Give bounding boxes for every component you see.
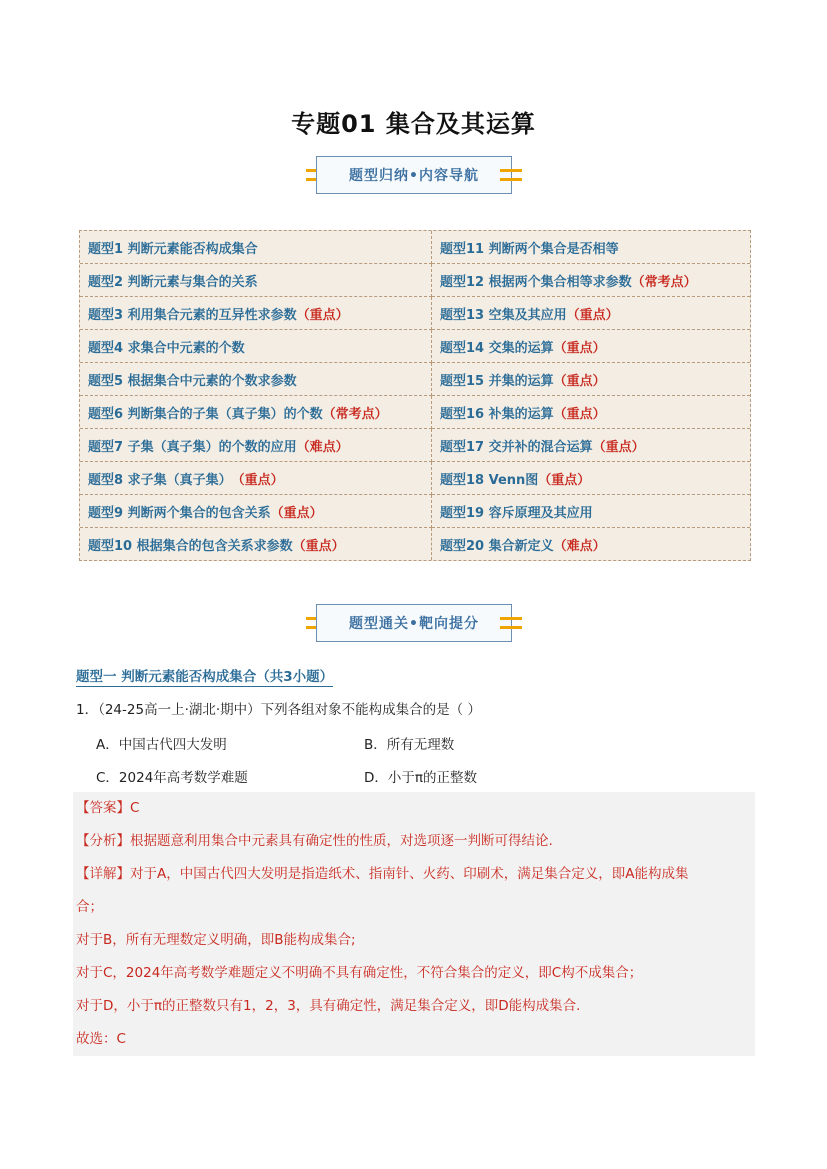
detail-d-line: 对于D，小于π的正整数只有1，2，3，具有确定性，满足集合定义，即D能构成集合.	[76, 998, 581, 1014]
toc-item-label: 题型1 判断元素能否构成集合	[88, 241, 258, 257]
toc-item-tag: （重点）	[553, 340, 606, 356]
toc-item-label: 题型2 判断元素与集合的关系	[88, 274, 258, 290]
banner-label: 题型通关•靶向提分	[316, 604, 512, 642]
page-title: 专题01 集合及其运算	[291, 110, 536, 138]
toc-item-right-6[interactable]	[432, 396, 750, 429]
toc-item-left-7[interactable]	[80, 429, 432, 462]
toc-item-right-3[interactable]	[432, 297, 750, 330]
toc-item-tag: （重点）	[538, 472, 591, 488]
option-d: D．小于π的正整数	[364, 770, 478, 786]
toc-item-label: 题型14 交集的运算	[440, 340, 554, 356]
option-b: B．所有无理数	[364, 737, 455, 753]
toc-item-label: 题型11 判断两个集合是否相等	[440, 241, 619, 257]
toc-item-label: 题型13 空集及其应用	[440, 307, 567, 323]
toc-item-left-3[interactable]	[80, 297, 432, 330]
toc-item-tag: （重点）	[296, 307, 349, 323]
topic-navigation-table	[79, 230, 751, 561]
detail-b-line: 对于B，所有无理数定义明确，即B能构成集合;	[76, 932, 356, 948]
section-banner-practice	[302, 604, 526, 642]
analysis-line: 【分析】根据题意利用集合中元素具有确定性的性质，对选项逐一判断可得结论.	[76, 833, 553, 849]
choice-line: 故选：C	[76, 1031, 126, 1047]
toc-item-label: 题型16 补集的运算	[440, 406, 554, 422]
detail-line-cont: 合；	[76, 899, 103, 915]
toc-item-left-1[interactable]	[80, 231, 432, 264]
option-a: A．中国古代四大发明	[96, 737, 227, 753]
toc-item-right-8[interactable]	[432, 462, 750, 495]
toc-item-label: 题型20 集合新定义	[440, 538, 554, 554]
toc-item-label: 题型5 根据集合中元素的个数求参数	[88, 373, 297, 389]
option-c: C．2024年高考数学难题	[96, 770, 248, 786]
section-banner-navigation	[302, 156, 526, 194]
toc-item-label: 题型8 求子集（真子集）	[88, 472, 232, 488]
toc-item-tag: （常考点）	[322, 406, 388, 422]
toc-item-label: 题型7 子集（真子集）的个数的应用	[88, 439, 297, 455]
toc-item-tag: （难点）	[553, 538, 606, 554]
toc-item-label: 题型10 根据集合的包含关系求参数	[88, 538, 293, 554]
toc-item-left-2[interactable]	[80, 264, 432, 297]
toc-item-right-2[interactable]	[432, 264, 750, 297]
toc-item-tag: （重点）	[292, 538, 345, 554]
toc-item-tag: （重点）	[553, 373, 606, 389]
toc-item-label: 题型6 判断集合的子集（真子集）的个数	[88, 406, 323, 422]
toc-item-right-10[interactable]	[432, 528, 750, 560]
banner-decoration-right	[500, 614, 522, 632]
toc-item-tag: （常考点）	[631, 274, 697, 290]
toc-item-left-9[interactable]	[80, 495, 432, 528]
toc-item-right-7[interactable]	[432, 429, 750, 462]
detail-c-line: 对于C，2024年高考数学难题定义不明确不具有确定性，不符合集合的定义，即C构不成集合；	[76, 965, 643, 981]
toc-item-label: 题型12 根据两个集合相等求参数	[440, 274, 632, 290]
toc-item-right-4[interactable]	[432, 330, 750, 363]
toc-item-label: 题型17 交并补的混合运算	[440, 439, 593, 455]
toc-item-label: 题型18 Venn图	[440, 472, 539, 488]
banner-decoration-right	[500, 166, 522, 184]
toc-item-label: 题型3 利用集合元素的互异性求参数	[88, 307, 297, 323]
toc-item-label: 题型9 判断两个集合的包含关系	[88, 505, 271, 521]
toc-item-left-8[interactable]	[80, 462, 432, 495]
toc-item-tag: （难点）	[296, 439, 349, 455]
detail-line: 【详解】对于A，中国古代四大发明是指造纸术、指南针、火药、印刷术，满足集合定义，即A能构成集	[76, 866, 689, 882]
toc-item-right-5[interactable]	[432, 363, 750, 396]
banner-label: 题型归纳•内容导航	[316, 156, 512, 194]
toc-item-right-1[interactable]	[432, 231, 750, 264]
toc-item-label: 题型4 求集合中元素的个数	[88, 340, 245, 356]
section-heading[interactable]: 题型一 判断元素能否构成集合（共3小题）	[76, 665, 333, 687]
toc-item-left-10[interactable]	[80, 528, 432, 560]
toc-item-label: 题型15 并集的运算	[440, 373, 554, 389]
toc-item-tag: （重点）	[553, 406, 606, 422]
answer-line: 【答案】C	[76, 800, 140, 816]
toc-item-tag: （重点）	[231, 472, 284, 488]
question-stem: 1．（24-25高一上·湖北·期中）下列各组对象不能构成集合的是（ ）	[76, 702, 481, 718]
toc-item-left-5[interactable]	[80, 363, 432, 396]
toc-item-right-9[interactable]	[432, 495, 750, 528]
toc-item-label: 题型19 容斥原理及其应用	[440, 505, 593, 521]
toc-item-tag: （重点）	[566, 307, 619, 323]
toc-item-tag: （重点）	[270, 505, 323, 521]
toc-item-left-4[interactable]	[80, 330, 432, 363]
toc-item-left-6[interactable]	[80, 396, 432, 429]
toc-item-tag: （重点）	[592, 439, 645, 455]
